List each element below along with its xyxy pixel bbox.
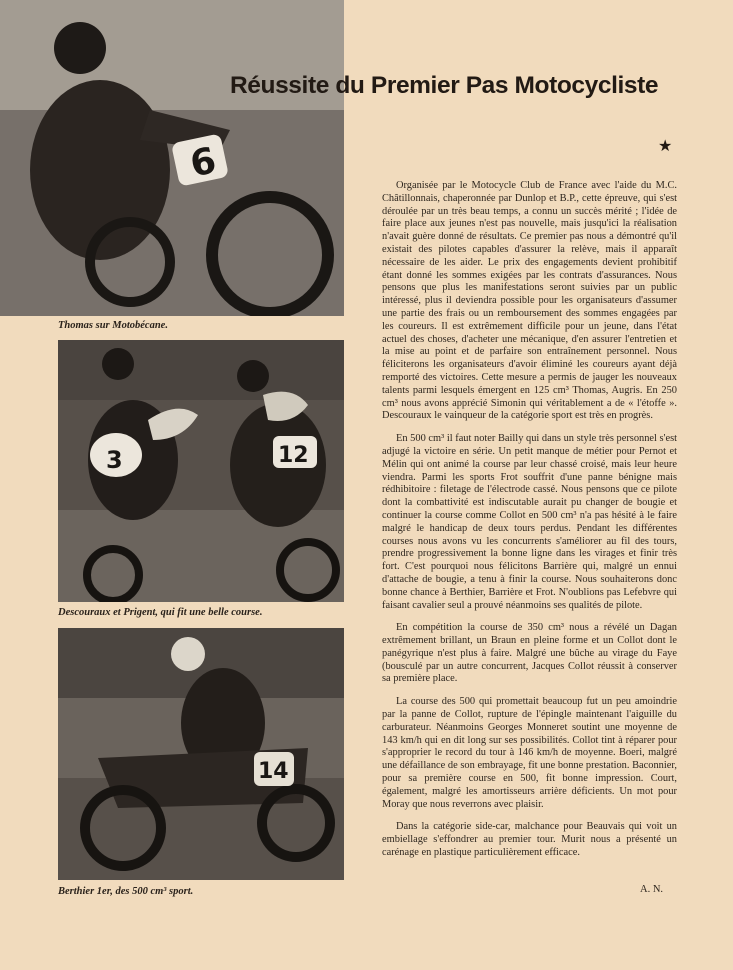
article-paragraph-3: En compétition la course de 350 cm³ nous a révélé un Dagan extrêmement brillant, un Braun en pleine forme et un Collot dont le panégyrique n'est plus à faire. Malgré une bûche au virage du Faye (bousculé par un autre concurrent, Jacques Collot réussit à conserver sa première place. [382, 622, 677, 685]
photo-3-illustration [58, 628, 344, 880]
photo-descouraux-prigent [58, 340, 344, 602]
race-number-14: 14 [258, 759, 289, 784]
article-paragraph-2: En 500 cm³ il faut noter Bailly qui dans un style très personnel s'est adjugé la victoire en série. Un petit manque de métier pour Pernot et Mélin qui ont animé la course par leur chassé croisé, mais leur heure viendra. Parmi les sports Frot souffrit d'une panne bénigne mais rédhibitoire : filetage de l'électrode cassé. Nous pensons que ce pilote dont la combattivité est indiscutable aurait pu changer de bougie et continuer la course comme Collot en 500 cm³ n'a pas hésité à le faire malgré le handicap de deux tours perdus. Pendant les différentes courses nous avons vu les concurrents s'améliorer au fil des tours, prendre progressivement la bonne ligne dans les virages et finir très fort. C'est pourquoi nous félicitons Barrière qui, malgré un ennui d'attache de bougie, a tenu à finir la course. Nous souhaiterons donc bonne chance à Berthier, Barrière et Frot. N'oublions pas Lefebvre qui faisant cavalier seul a prouvé néanmoins ses qualités de pilote. [382, 433, 677, 611]
race-number-12: 12 [278, 443, 309, 468]
article-body [382, 180, 677, 870]
photo-berthier [58, 628, 344, 880]
article-title: Réussite du Premier Pas Motocycliste [230, 72, 659, 99]
caption-photo-1: Thomas sur Motobécane. [58, 320, 168, 331]
article-paragraph-4: La course des 500 qui promettait beaucoup fut un peu amoindrie par la panne de Collot, rupture de l'épingle maintenant l'aiguille du carburateur. Néanmoins Georges Monneret soutint une moyenne de 143 km/h qui en dit long sur ses possibilités. Collot tint à réparer pour s'approprier le record du tour à 146 km/h de moyenne. Boeri, malgré une défaillance de son embrayage, fit une bonne prestation. Baconnier, pour sa première course en 500, fit bonne impression. Court, également, malgré les amortisseurs arrière déficients. Un mot pour Moray que nous reverrons avec plaisir. [382, 696, 677, 810]
star-icon: ★ [658, 136, 673, 155]
article-paragraph-5: Dans la catégorie side-car, malchance pour Beauvais qui voit un embiellage s'effondrer au premier tour. Murit nous a présenté un carénage en plastique particulièrement efficace. [382, 821, 677, 859]
photo-1-illustration [0, 0, 344, 316]
race-number-3: 3 [106, 446, 123, 474]
photo-thomas-motobecane [0, 0, 344, 316]
article-paragraph-1: Organisée par le Motocycle Club de France avec l'aide du M.C. Châtillonnais, chaperonnée par Dunlop et B.P., cette épreuve, qui s'est déroulée par un très beau temps, a connu un succès mérité ; l'idée de faire place aux jeunes n'est pas nouvelle, mais jusqu'ici la réalisation n'avait guère donné de résultats. Ce premier pas nous a démontré qu'il existait des pilotes capables d'assurer la relève, mais il apparaît nécessaire de les aider. Le prix des engagements devient prohibitif étant donné les sommes exigées par les contrats d'assurances. Nous pensons que plus les manifestations seront suivies par un public intéressé, plus il deviendra possible pour les organisateurs d'assumer une partie des frais ou un remboursement des sommes engagées par les coureurs. Il est extrêmement difficile pour un jeune, dans l'état actuel des choses, d'acheter une mécanique, d'en assurer l'entretien et la mise au point et de parfaire son entraînement personnel. Nous féliciterons les organisateurs d'avoir éliminé les coureurs ayant déjà remporté des victoires. Cette mesure a permis de jauger les nouveaux talents parmi lesquels émergent en 125 cm³ Thomas, Augris. En 250 cm³ nous avons apprécié Simonin qui véritablement a de « l'étoffe ». Descouraux le vainqueur de la catégorie sport est très en progrès. [382, 180, 677, 422]
race-number-6: 6 [186, 140, 220, 186]
caption-photo-3: Berthier 1er, des 500 cm³ sport. [58, 886, 194, 897]
photo-2-illustration [58, 340, 344, 602]
author-signature: A. N. [640, 884, 664, 895]
caption-photo-2: Descouraux et Prigent, qui fit une belle course. [58, 607, 263, 618]
